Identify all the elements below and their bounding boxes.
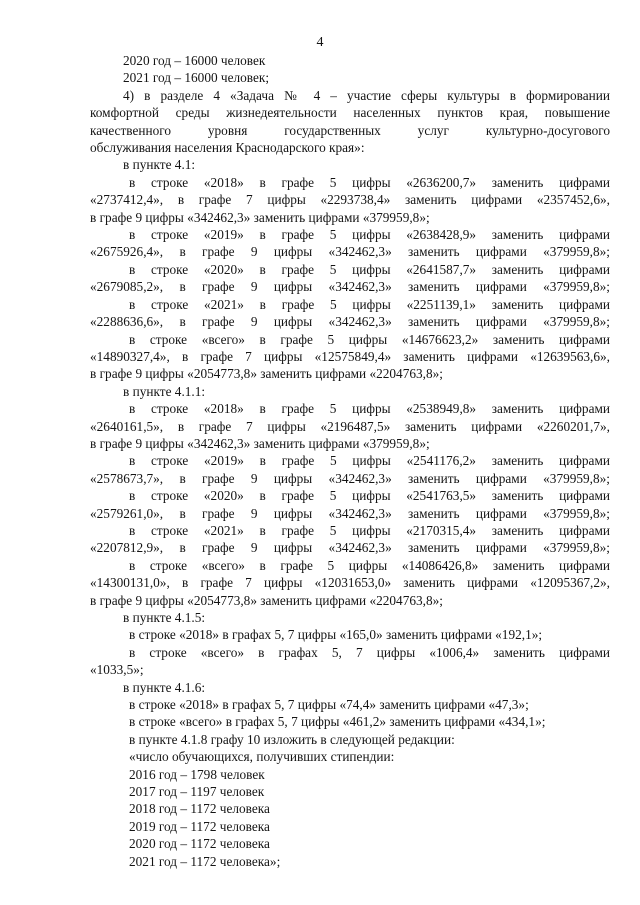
text-line: «2207812,9», в графе 9 цифры «342462,3» заменить цифрами «379959,8»;	[90, 540, 610, 556]
text-line: «2578673,7», в графе 9 цифры «342462,3» заменить цифрами «379959,8»;	[90, 470, 610, 486]
page-number: 4	[316, 35, 324, 50]
text-line: 2021 год – 16000 человек;	[123, 70, 270, 86]
text-line: 2018 год – 1172 человека	[129, 801, 270, 817]
text-line: 2021 год – 1172 человека»;	[129, 853, 281, 869]
text-line: в пункте 4.1.8 графу 10 изложить в следующей редакции:	[129, 731, 455, 747]
text-line: 2020 год – 1172 человека	[129, 836, 270, 852]
text-line: «2679085,2», в графе 9 цифры «342462,3» заменить цифрами «379959,8»;	[90, 279, 610, 295]
text-line: «2737412,4», в графе 7 цифры «2293738,4» заменить цифрами «2357452,6»,	[90, 192, 610, 208]
text-line: «2675926,4», в графе 9 цифры «342462,3» заменить цифрами «379959,8»;	[90, 244, 610, 260]
document-body	[90, 52, 610, 870]
text-line: «число обучающихся, получивших стипендии:	[129, 749, 395, 765]
text-line: в строке «2021» в графе 5 цифры «2251139,1» заменить цифрами	[129, 296, 610, 312]
text-line: в строке «2018» в графах 5, 7 цифры «165,0» заменить цифрами «192,1»;	[129, 627, 543, 643]
text-line: «2579261,0», в графе 9 цифры «342462,3» заменить цифрами «379959,8»;	[90, 505, 610, 521]
text-line: качественного уровня государственных услуг культурно-досугового	[90, 122, 610, 138]
text-line: в строке «2021» в графе 5 цифры «2170315,4» заменить цифрами	[129, 522, 610, 538]
text-line: 2016 год – 1798 человек	[129, 766, 265, 782]
text-line: обслуживания населения Краснодарского края»:	[90, 140, 365, 156]
text-line: в пункте 4.1.5:	[123, 610, 206, 625]
text-line: в строке «2018» в графах 5, 7 цифры «74,4» заменить цифрами «47,3»;	[129, 697, 529, 713]
text-line: в строке «всего» в графе 5 цифры «14086426,8» заменить цифрами	[129, 557, 610, 573]
text-line: в строке «2020» в графе 5 цифры «2641587,7» заменить цифрами	[129, 261, 610, 277]
text-line: «14300131,0», в графе 7 цифры «12031653,0» заменить цифрами «12095367,2»,	[90, 575, 610, 591]
text-line: «14890327,4», в графе 7 цифры «12575849,4» заменить цифрами «12639563,6»,	[90, 348, 610, 364]
text-line: в строке «всего» в графах 5, 7 цифры «461,2» заменить цифрами «434,1»;	[129, 714, 546, 730]
text-line: «2288636,6», в графе 9 цифры «342462,3» заменить цифрами «379959,8»;	[90, 314, 610, 330]
text-line: в строке «2018» в графе 5 цифры «2636200,7» заменить цифрами	[129, 174, 610, 190]
text-line: 2019 год – 1172 человека	[129, 818, 270, 834]
text-line: в пункте 4.1.1:	[123, 383, 206, 399]
text-line: в строке «2019» в графе 5 цифры «2541176,2» заменить цифрами	[129, 453, 610, 469]
text-line: в строке «2019» в графе 5 цифры «2638428,9» заменить цифрами	[129, 227, 610, 243]
text-line: «1033,5»;	[90, 662, 144, 678]
text-line: комфортной среды жизнедеятельности населенных пунктов края, повышение	[90, 105, 610, 121]
text-line: в строке «2018» в графе 5 цифры «2538949,8» заменить цифрами	[129, 401, 610, 417]
text-line: в строке «всего» в графах 5, 7 цифры «1006,4» заменить цифрами	[129, 644, 610, 660]
text-line: в строке «2020» в графе 5 цифры «2541763,5» заменить цифрами	[129, 488, 610, 504]
text-line: 2020 год – 16000 человек	[123, 53, 266, 68]
text-line: 4) в разделе 4 «Задача № 4 – участие сферы культуры в формировании	[123, 87, 610, 103]
text-line: в графе 9 цифры «2054773,8» заменить цифрами «2204763,8»;	[90, 592, 443, 608]
text-line: в графе 9 цифры «2054773,8» заменить цифрами «2204763,8»;	[90, 366, 443, 382]
text-line: в пункте 4.1:	[123, 157, 196, 173]
text-line: в графе 9 цифры «342462,3» заменить цифрами «379959,8»;	[90, 435, 430, 451]
text-line: в пункте 4.1.6:	[123, 679, 206, 695]
text-line: в строке «всего» в графе 5 цифры «14676623,2» заменить цифрами	[129, 331, 610, 347]
text-line: «2640161,5», в графе 7 цифры «2196487,5» заменить цифрами «2260201,7»,	[90, 418, 610, 434]
text-line: 2017 год – 1197 человек	[129, 784, 265, 800]
text-line: в графе 9 цифры «342462,3» заменить цифрами «379959,8»;	[90, 209, 430, 225]
